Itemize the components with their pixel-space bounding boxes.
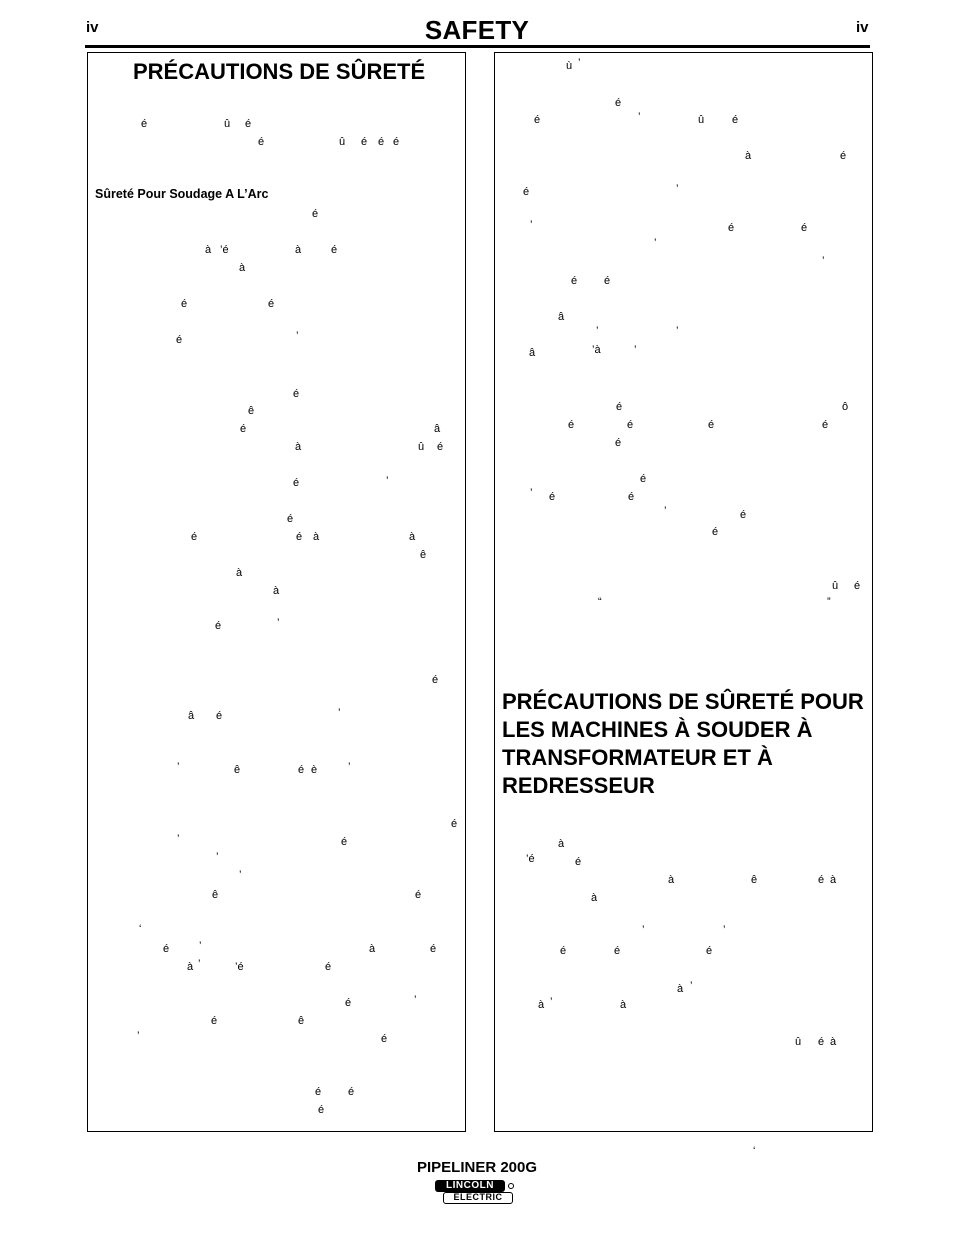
lincoln-electric-logo	[435, 1180, 515, 1206]
accent-glyph: ’	[386, 475, 389, 487]
accent-glyph: é	[348, 1086, 355, 1098]
accent-glyph: é	[627, 419, 634, 431]
accent-glyph: û	[339, 136, 346, 148]
accent-glyph: é	[740, 509, 747, 521]
logo-bottom: ELECTRIC	[443, 1192, 513, 1204]
accent-glyph: û	[224, 118, 231, 130]
accent-glyph: é	[728, 222, 735, 234]
accent-glyph: ’	[277, 617, 280, 629]
accent-glyph: ”	[827, 596, 831, 608]
accent-glyph: ’	[638, 111, 641, 123]
accent-glyph: ‘	[753, 1145, 756, 1157]
header-rule	[85, 45, 870, 48]
accent-glyph: â	[529, 347, 536, 359]
accent-glyph: ’é	[220, 244, 229, 256]
accent-glyph: é	[818, 1036, 825, 1048]
accent-glyph: à	[668, 874, 675, 886]
accent-glyph: à	[295, 244, 302, 256]
accent-glyph: à	[620, 999, 627, 1011]
accent-glyph: ’	[199, 940, 202, 952]
accent-glyph: ô	[842, 401, 849, 413]
accent-glyph: é	[432, 674, 439, 686]
accent-glyph: ’	[676, 183, 679, 195]
accent-glyph: é	[287, 513, 294, 525]
accent-glyph: é	[318, 1104, 325, 1116]
accent-glyph: é	[378, 136, 385, 148]
accent-glyph: é	[549, 491, 556, 503]
accent-glyph: é	[293, 477, 300, 489]
accent-glyph: é	[325, 961, 332, 973]
accent-glyph: é	[312, 208, 319, 220]
accent-glyph: ’	[690, 980, 693, 992]
accent-glyph: à	[538, 999, 545, 1011]
accent-glyph: à	[236, 567, 243, 579]
accent-glyph: é	[571, 275, 578, 287]
accent-glyph: ’	[530, 487, 533, 499]
accent-glyph: é	[575, 856, 582, 868]
accent-glyph: ’	[414, 994, 417, 1006]
accent-glyph: é	[258, 136, 265, 148]
accent-glyph: ’	[198, 958, 201, 970]
accent-glyph: ’	[530, 219, 533, 231]
accent-glyph: ’é	[235, 961, 244, 973]
accent-glyph: é	[628, 491, 635, 503]
accent-glyph: ê	[420, 549, 427, 561]
accent-glyph: é	[523, 186, 530, 198]
accent-glyph: à	[745, 150, 752, 162]
accent-glyph: â	[188, 710, 195, 722]
accent-glyph: é	[801, 222, 808, 234]
accent-glyph: û	[418, 441, 425, 453]
accent-glyph: é	[215, 620, 222, 632]
accent-glyph: ’	[664, 505, 667, 517]
accent-glyph: é	[341, 836, 348, 848]
accent-glyph: à	[558, 838, 565, 850]
accent-glyph: ’	[634, 344, 637, 356]
accent-glyph: é	[706, 945, 713, 957]
accent-glyph: é	[534, 114, 541, 126]
accent-glyph: û	[795, 1036, 802, 1048]
accent-glyph: é	[840, 150, 847, 162]
accent-glyph: ’	[642, 924, 645, 936]
accent-glyph: é	[451, 818, 458, 830]
accent-glyph: ’	[578, 57, 581, 69]
accent-glyph: é	[640, 473, 647, 485]
accent-glyph: é	[616, 401, 623, 413]
accent-glyph: é	[614, 945, 621, 957]
logo-top: LINCOLN	[435, 1180, 505, 1192]
accent-glyph: é	[615, 437, 622, 449]
accent-glyph: à	[830, 874, 837, 886]
accent-glyph: é	[822, 419, 829, 431]
accent-glyph: é	[708, 419, 715, 431]
accent-glyph: à	[369, 943, 376, 955]
page-title: SAFETY	[424, 15, 530, 45]
accent-glyph: ù	[566, 60, 573, 72]
accent-glyph: ê	[234, 764, 241, 776]
accent-glyph: é	[615, 97, 622, 109]
accent-glyph: ’	[177, 833, 180, 845]
accent-glyph: ’	[296, 330, 299, 342]
page-number-left: iv	[86, 19, 99, 36]
accent-glyph: à	[273, 585, 280, 597]
right-column-heading: PRÉCAUTIONS DE SÛRETÉ POUR LES MACHINES À SOUDER À TRANSFORMATEUR ET À REDRESSEUR	[502, 689, 864, 798]
accent-glyph: ’	[596, 325, 599, 337]
accent-glyph: é	[240, 423, 247, 435]
accent-glyph: ’à	[592, 344, 601, 356]
accent-glyph: à	[591, 892, 598, 904]
accent-glyph: à	[677, 983, 684, 995]
accent-glyph: ’	[338, 707, 341, 719]
accent-glyph: ê	[298, 1015, 305, 1027]
accent-glyph: é	[191, 531, 198, 543]
accent-glyph: à	[409, 531, 416, 543]
accent-glyph: é	[293, 388, 300, 400]
accent-glyph: é	[211, 1015, 218, 1027]
accent-glyph: é	[296, 531, 303, 543]
accent-glyph: ê	[212, 889, 219, 901]
accent-glyph: é	[268, 298, 275, 310]
accent-glyph: ê	[248, 405, 255, 417]
accent-glyph: é	[415, 889, 422, 901]
accent-glyph: ’	[723, 924, 726, 936]
accent-glyph: è	[311, 764, 318, 776]
model-name: PIPELINER 200G	[416, 1159, 538, 1176]
accent-glyph: é	[732, 114, 739, 126]
accent-glyph: ’	[177, 761, 180, 773]
registered-mark-icon	[508, 1183, 514, 1189]
accent-glyph: “	[598, 596, 602, 608]
accent-glyph: ’	[348, 761, 351, 773]
accent-glyph: é	[163, 943, 170, 955]
accent-glyph: é	[315, 1086, 322, 1098]
accent-glyph: é	[393, 136, 400, 148]
accent-glyph: ’	[822, 255, 825, 267]
accent-glyph: é	[298, 764, 305, 776]
right-column-box	[494, 52, 873, 1132]
accent-glyph: à	[313, 531, 320, 543]
accent-glyph: é	[604, 275, 611, 287]
accent-glyph: ’	[676, 325, 679, 337]
accent-glyph: é	[560, 945, 567, 957]
page-number-right: iv	[856, 19, 869, 36]
accent-glyph: é	[361, 136, 368, 148]
accent-glyph: é	[245, 118, 252, 130]
accent-glyph: é	[216, 710, 223, 722]
accent-glyph: é	[381, 1033, 388, 1045]
accent-glyph: ’	[654, 237, 657, 249]
accent-glyph: â	[434, 423, 441, 435]
accent-glyph: ’	[550, 996, 553, 1008]
accent-glyph: à	[187, 961, 194, 973]
accent-glyph: é	[176, 334, 183, 346]
accent-glyph: à	[205, 244, 212, 256]
accent-glyph: é	[141, 118, 148, 130]
accent-glyph: é	[345, 997, 352, 1009]
left-column-heading: PRÉCAUTIONS DE SÛRETÉ	[133, 59, 426, 84]
accent-glyph: à	[239, 262, 246, 274]
accent-glyph: ’	[137, 1030, 140, 1042]
accent-glyph: é	[818, 874, 825, 886]
accent-glyph: ê	[751, 874, 758, 886]
accent-glyph: ’	[216, 851, 219, 863]
accent-glyph: ’é	[526, 853, 535, 865]
accent-glyph: ‘	[139, 923, 142, 935]
arc-welding-subheading: Sûreté Pour Soudage A L’Arc	[95, 187, 269, 201]
accent-glyph: â	[558, 311, 565, 323]
accent-glyph: é	[181, 298, 188, 310]
accent-glyph: é	[331, 244, 338, 256]
accent-glyph: ’	[239, 869, 242, 881]
accent-glyph: é	[854, 580, 861, 592]
accent-glyph: û	[832, 580, 839, 592]
accent-glyph: à	[830, 1036, 837, 1048]
accent-glyph: é	[712, 526, 719, 538]
accent-glyph: é	[568, 419, 575, 431]
accent-glyph: à	[295, 441, 302, 453]
accent-glyph: û	[698, 114, 705, 126]
accent-glyph: é	[430, 943, 437, 955]
accent-glyph: é	[437, 441, 444, 453]
